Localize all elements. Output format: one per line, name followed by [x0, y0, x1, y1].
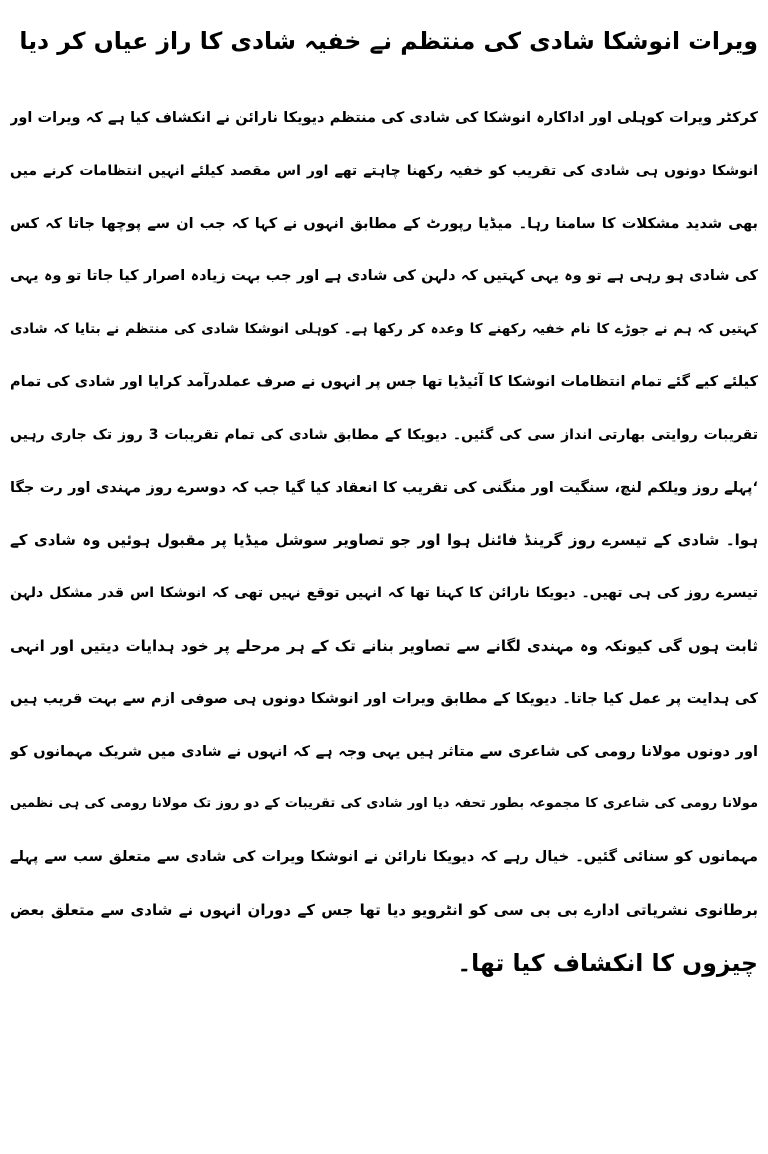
article-line: کرکٹر ویرات کوہلی اور اداکارہ انوشکا کی شادی کی منتظم دیویکا نارائن نے انکشاف کیا ہے کہ ویرات اور — [10, 110, 758, 126]
article-line: ثابت ہوں گی کیونکہ وہ مہندی لگانے سے تصاویر بنانے تک کے ہر مرحلے پر خود ہدایات دیتیں اور انہی — [10, 636, 758, 655]
article-line: مہمانوں کو سنائی گئیں۔ خیال رہے کہ دیویکا نارائن نے انوشکا ویرات کی شادی سے متعلق سب سے پہلے — [10, 849, 758, 866]
article-line: تیسرے روز کی ہی تھیں۔ دیویکا نارائن کا کہنا تھا کہ انہیں توقع نہیں تھی کہ انوشکا اس قدر مشکل دلہن — [10, 585, 758, 602]
article-line: اور دونوں مولانا رومی کی شاعری سے متاثر ہیں یہی وجہ ہے کہ انہوں نے شادی میں شریک مہمانوں کو — [10, 743, 758, 760]
article-headline: ویرات انوشکا شادی کی منتظم نے خفیہ شادی کا راز عیاں کر دیا — [19, 27, 758, 55]
article-line: انوشکا دونوں ہی شادی کی تقریب کو خفیہ رکھنا چاہتے تھے اور اس مقصد کیلئے انہیں انتظامات کرنے میں — [10, 162, 758, 179]
article-line: مولانا رومی کی شاعری کا مجموعہ بطور تحفہ دیا اور شادی کی تقریبات کے دو روز تک مولانا رومی کی ہی نظمیں — [10, 796, 758, 812]
article-line: کی شادی ہو رہی ہے تو وہ یہی کہتیں کہ دلہن کی شادی ہے اور جب بہت زیادہ اصرار کیا جاتا تو وہ یہی — [10, 268, 758, 285]
article-line: کی ہدایت پر عمل کیا جاتا۔ دیویکا کے مطابق ویرات اور انوشکا دونوں ہی صوفی ازم سے بہت قریب ہیں — [10, 690, 758, 707]
article-line: کیلئے کیے گئے تمام انتظامات انوشکا کا آئیڈیا تھا جس پر انہوں نے صرف عملدرآمد کرایا اور شادی کی تمام — [10, 373, 758, 390]
article-line: برطانوی نشریاتی ادارے بی بی سی کو انٹرویو دیا تھا جس کے دوران انہوں نے شادی سے متعلق بعض — [10, 900, 758, 919]
article-line: بھی شدید مشکلات کا سامنا رہا۔ میڈیا رپورٹ کے مطابق انہوں نے کہا کہ جب ان سے پوچھا جاتا کہ کس — [10, 215, 758, 232]
article-line-last: چیزوں کا انکشاف کیا تھا۔ — [457, 948, 758, 977]
article-line: ‘پہلے روز ویلکم لنچ، سنگیت اور منگنی کی تقریب کا انعقاد کیا گیا جب کہ دوسرے روز مہندی اور رت جگا — [10, 479, 758, 496]
article-line: تقریبات روایتی بھارتی انداز سی کی گئیں۔ دیویکا کے مطابق شادی کی تمام تقریبات 3 روز تک جاری رہیں — [10, 426, 758, 443]
article-line: ہوا۔ شادی کے تیسرے روز گرینڈ فائنل ہوا اور جو تصاویر سوشل میڈیا پر مقبول ہوئیں وہ شادی کے — [10, 531, 758, 550]
article-line: کہتیں کہ ہم نے جوڑے کا نام خفیہ رکھنے کا وعدہ کر رکھا ہے۔ کوہلی انوشکا شادی کی منتظم نے بتایا کہ شادی — [10, 321, 758, 338]
article-body — [10, 92, 758, 990]
